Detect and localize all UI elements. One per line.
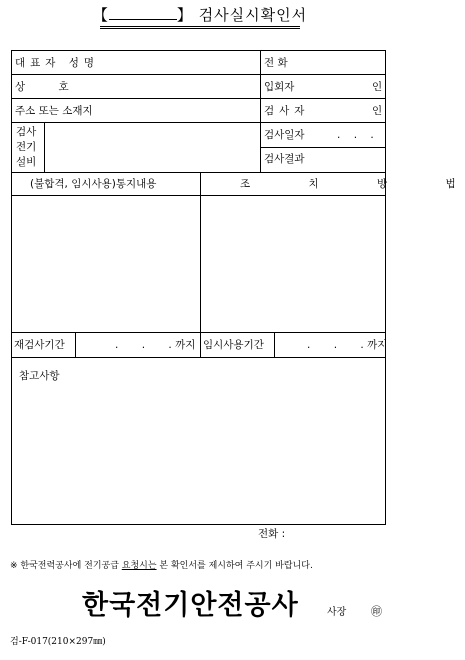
- col-divider: [200, 172, 201, 357]
- label-notice-content: (불합격, 임시사용)통지내용: [30, 178, 157, 190]
- row-divider: [12, 74, 385, 75]
- form-title: [0, 4, 400, 25]
- title-underline: [100, 26, 300, 29]
- label-remarks: 참고사항: [19, 370, 60, 382]
- col-divider: [75, 332, 76, 357]
- label-action-method: 조 치 방 법: [240, 178, 465, 190]
- footer-notice-prefix: ※ 한국전력공사에 전기공급: [10, 561, 122, 571]
- row-divider: [12, 98, 385, 99]
- temporary-use-period-value: . . . 까지: [307, 339, 388, 351]
- row-divider: [12, 122, 385, 123]
- label-phone: 전 화: [264, 57, 288, 69]
- form-table: [11, 50, 465, 525]
- label-address: 주소 또는 소재지: [15, 105, 93, 117]
- label-equipment-1: 검사: [16, 126, 37, 138]
- title-bracket-close: 】: [176, 6, 193, 24]
- label-attendee: 입회자: [264, 81, 295, 93]
- label-temporary-use-period: 임시사용기간: [203, 339, 264, 351]
- row-divider: [12, 332, 385, 333]
- col-divider: [44, 122, 45, 172]
- company-name: 한국전기안전공사: [82, 590, 299, 621]
- row-divider: [260, 147, 385, 148]
- footer-notice-underlined: 요청시는: [121, 561, 157, 571]
- label-trade-name: 상 호: [15, 81, 69, 93]
- label-reinspection-period: 재검사기간: [14, 339, 65, 351]
- seal-mark: ㊞: [371, 605, 382, 618]
- title-bracket-open: 【: [92, 6, 109, 24]
- label-rep-name: 대표자 성명: [15, 57, 100, 69]
- row-divider: [12, 357, 385, 358]
- reinspection-period-value: . . . 까지: [115, 339, 196, 351]
- label-inspection-date: 검사일자: [264, 129, 305, 141]
- row-divider: [12, 172, 385, 173]
- title-blank: [109, 7, 177, 20]
- inspector-seal-mark: 인: [372, 105, 383, 117]
- label-inspection-result: 검사결과: [264, 153, 305, 165]
- label-equipment-3: 설비: [16, 156, 37, 168]
- label-inspector: 검사자: [264, 105, 310, 117]
- col-divider: [260, 51, 261, 172]
- form-code: 검-F-017(210×297㎜): [10, 637, 106, 647]
- attendee-seal-mark: 인: [372, 81, 383, 93]
- col-divider: [274, 332, 275, 357]
- row-divider: [12, 195, 385, 196]
- inspection-date-value: . . .: [337, 129, 374, 141]
- footer-notice: [10, 558, 313, 571]
- footer-notice-suffix: 본 확인서를 제시하여 주시기 바랍니다.: [156, 561, 313, 571]
- label-equipment-2: 전기: [16, 141, 37, 153]
- ceo-title: 사장: [327, 607, 347, 618]
- title-text: 검사실시확인서: [198, 6, 308, 24]
- remarks-phone-label: 전화 :: [258, 528, 286, 540]
